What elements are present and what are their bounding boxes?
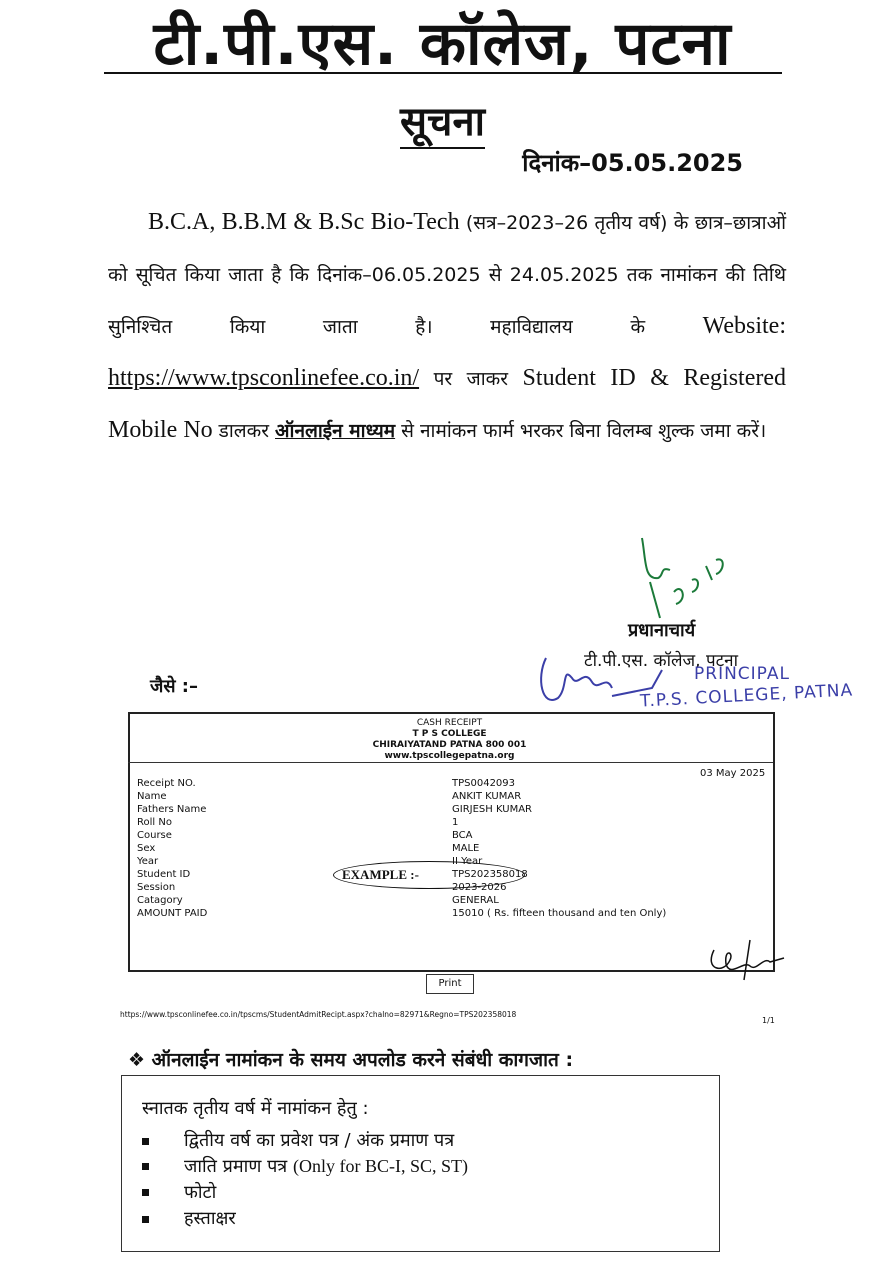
principal-college: टी.पी.एस. कॉलेज, पटना [584, 651, 739, 671]
receipt-field-value: TPS202358018 [452, 869, 528, 880]
receipt-field-value: ANKIT KUMAR [452, 791, 522, 802]
receipt-field-label: Fathers Name [137, 804, 207, 815]
body-text-3: डालकर [218, 420, 270, 442]
documents-subheading: स्नातक तृतीय वर्ष में नामांकन हेतु : [142, 1098, 369, 1119]
bullet-icon [142, 1189, 149, 1196]
receipt-field-label: AMOUNT PAID [137, 908, 208, 919]
receipt-divider [128, 762, 773, 763]
receipt-field-label: Name [137, 791, 167, 802]
receipt-field-value: 2023-2026 [452, 882, 507, 893]
stamp-college: T.P.S. COLLEGE, PATNA [639, 680, 854, 712]
body-text-4: से नामांकन फार्म भरकर बिना विलम्ब शुल्क जमा करें। [401, 420, 767, 442]
receipt-url: https://www.tpsconlinefee.co.in/tpscms/StudentAdmitRecipt.aspx?chalno=82971&Regno=TPS202358018 [120, 1010, 517, 1019]
receipt-field-value: 1 [452, 817, 459, 828]
receipt-field-label: Receipt NO. [137, 778, 196, 789]
website-label: Website: [702, 313, 787, 339]
document-item-text: जाति प्रमाण पत्र [184, 1156, 288, 1177]
receipt-field-value: TPS0042093 [452, 778, 516, 789]
document-item-text: हस्ताक्षर [184, 1208, 236, 1229]
receipt-website: www.tpscollegepatna.org [384, 751, 515, 761]
receipt-field-label: Catagory [137, 895, 183, 906]
receipt-college: T P S COLLEGE [412, 729, 487, 739]
principal-designation: प्रधानाचार्य [628, 620, 696, 641]
bullet-icon [142, 1138, 149, 1145]
receipt-field-label: Student ID [137, 869, 191, 880]
receipt-field-label: Session [137, 882, 176, 893]
notice-title-text: सूचना [400, 99, 485, 149]
receipt-date: 03 May 2025 [700, 768, 766, 779]
print-button[interactable]: Print [426, 974, 474, 994]
receipt-field-value: II Year [452, 856, 483, 867]
receipt-page-number: 1/1 [762, 1016, 775, 1025]
receipt-field-value: GENERAL [452, 895, 499, 906]
receipt-field-value: BCA [452, 830, 473, 841]
document-item [184, 1180, 216, 1204]
document-item-text: फोटो [184, 1182, 217, 1203]
course-names: B.C.A, B.B.M & B.Sc Bio-Tech [148, 209, 460, 235]
receipt-field-value: MALE [452, 843, 480, 854]
body-text-1: (सत्र–2023–26 तृतीय वर्ष) के छात्र–छात्राओं को सूचित किया जाता है कि दिनांक–06.05.2025 से 24.05.2025 तक नामांकन की तिथि सुनिश्चित किया जाता है। महाविद्यालय के [108, 212, 787, 338]
receipt-address: CHIRAIYATAND PATNA 800 001 [372, 740, 527, 750]
document-item [184, 1128, 454, 1152]
document-item-note: (Only for BC-I, SC, ST) [292, 1156, 468, 1176]
receipt-heading: CASH RECEIPT [416, 718, 483, 728]
documents-heading: ❖ ऑनलाईन नामांकन के समय अपलोड करने संबंधी कागजात : [128, 1049, 574, 1071]
document-item [184, 1206, 236, 1230]
notice-title [0, 92, 885, 147]
receipt-field-value: 15010 ( Rs. fifteen thousand and ten Only) [452, 908, 667, 919]
receipt-field-value: GIRJESH KUMAR [452, 804, 532, 815]
principal-signature-icon [630, 530, 750, 620]
website-link[interactable]: https://www.tpsconlinefee.co.in/ [108, 365, 420, 391]
notice-date: दिनांक–05.05.2025 [522, 149, 743, 177]
online-mode-phrase: ऑनलाईन माध्यम [275, 420, 396, 442]
example-tag: EXAMPLE :- [342, 867, 419, 882]
stamp-principal: PRINCIPAL [694, 664, 790, 684]
document-item [184, 1154, 468, 1178]
receipt-field-label: Roll No [137, 817, 172, 828]
example-label: जैसे :– [150, 676, 198, 697]
receipt-field-label: Sex [137, 843, 156, 854]
title-underline [104, 72, 782, 74]
body-text-2: पर जाकर [433, 368, 509, 390]
receipt-field-label: Year [137, 856, 159, 867]
bullet-icon [142, 1216, 149, 1223]
credentials-text: Student ID & Registered Mobile No [108, 365, 786, 443]
receipt-signature-icon [704, 930, 788, 986]
notice-body [108, 197, 786, 457]
bullet-icon [142, 1163, 149, 1170]
college-title: टी.पी.एस. कॉलेज, पटना [153, 9, 732, 79]
receipt-field-label: Course [137, 830, 172, 841]
document-item-text: द्वितीय वर्ष का प्रवेश पत्र / अंक प्रमाण पत्र [184, 1130, 455, 1151]
